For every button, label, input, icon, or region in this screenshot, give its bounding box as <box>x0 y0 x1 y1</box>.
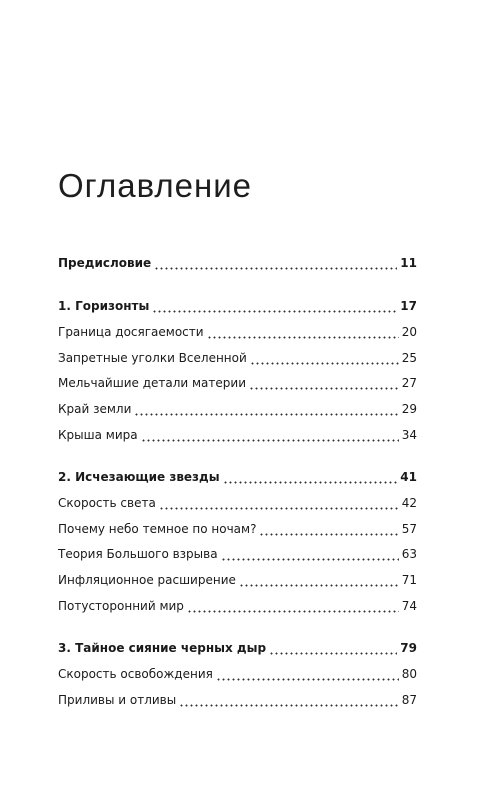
dot-leader <box>250 354 399 366</box>
toc-section <box>58 546 417 562</box>
dot-leader <box>259 525 398 537</box>
dot-leader <box>152 302 397 314</box>
toc-entry-page: 25 <box>401 351 417 365</box>
toc-entry-page: 20 <box>401 325 417 339</box>
toc-entry-label: Скорость освобождения <box>58 667 213 681</box>
toc-entry-page: 27 <box>401 376 417 390</box>
toc-entry-page: 34 <box>401 428 417 442</box>
toc-section <box>58 427 417 443</box>
toc-chapter-1 <box>58 298 417 314</box>
toc-entry-page: 71 <box>401 573 417 587</box>
toc-entry-label: 3. Тайное сияние черных дыр <box>58 641 267 655</box>
toc-entry-page: 80 <box>401 667 417 681</box>
dot-leader <box>207 328 399 340</box>
toc-entry-page: 41 <box>400 470 417 484</box>
toc-entry-page: 57 <box>401 522 417 536</box>
toc-entry-label: 1. Горизонты <box>58 299 150 313</box>
toc-entry-label: Запретные уголки Вселенной <box>58 351 247 365</box>
toc-entry-preface <box>58 255 417 271</box>
toc-entry-page: 42 <box>401 496 417 510</box>
toc-section <box>58 598 417 614</box>
toc-entry-page: 29 <box>401 402 417 416</box>
toc-entry-label: Приливы и отливы <box>58 693 177 707</box>
toc-section <box>58 350 417 366</box>
toc-entry-page: 74 <box>401 599 417 613</box>
toc-entry-page: 17 <box>400 299 417 313</box>
dot-leader <box>154 259 397 271</box>
toc-section <box>58 324 417 340</box>
toc-entry-label: Почему небо темное по ночам? <box>58 522 257 536</box>
toc-entry-label: Инфляционное расширение <box>58 573 236 587</box>
toc-section <box>58 572 417 588</box>
toc-entry-label: Скорость света <box>58 496 156 510</box>
toc-entry-label: Мельчайшие детали материи <box>58 376 246 390</box>
dot-leader <box>221 550 399 562</box>
toc-entry-label: Теория Большого взрыва <box>58 547 218 561</box>
dot-leader <box>159 499 399 511</box>
toc-chapter-3 <box>58 640 417 656</box>
toc-entry-label: Граница досягаемости <box>58 325 204 339</box>
dot-leader <box>239 576 399 588</box>
dot-leader <box>187 602 399 614</box>
toc-entry-label: Предисловие <box>58 256 152 270</box>
dot-leader <box>223 473 398 485</box>
dot-leader <box>134 405 398 417</box>
dot-leader <box>179 696 398 708</box>
dot-leader <box>216 670 399 682</box>
toc-entry-page: 11 <box>400 256 417 270</box>
toc-entry-label: Край земли <box>58 402 132 416</box>
page-title: Оглавление <box>58 167 252 204</box>
toc-entry-page: 79 <box>400 641 417 655</box>
dot-leader <box>141 431 399 443</box>
toc-entry-label: Потусторонний мир <box>58 599 184 613</box>
toc-section <box>58 521 417 537</box>
dot-leader <box>269 644 397 656</box>
toc-entry-page: 87 <box>401 693 417 707</box>
toc-entry-page: 63 <box>401 547 417 561</box>
toc-section <box>58 495 417 511</box>
toc-section <box>58 401 417 417</box>
toc-section <box>58 666 417 682</box>
toc-section <box>58 375 417 391</box>
toc-section <box>58 692 417 708</box>
toc-chapter-2 <box>58 469 417 485</box>
toc-entry-label: 2. Исчезающие звезды <box>58 470 220 484</box>
toc-entry-label: Крыша мира <box>58 428 138 442</box>
dot-leader <box>249 379 399 391</box>
